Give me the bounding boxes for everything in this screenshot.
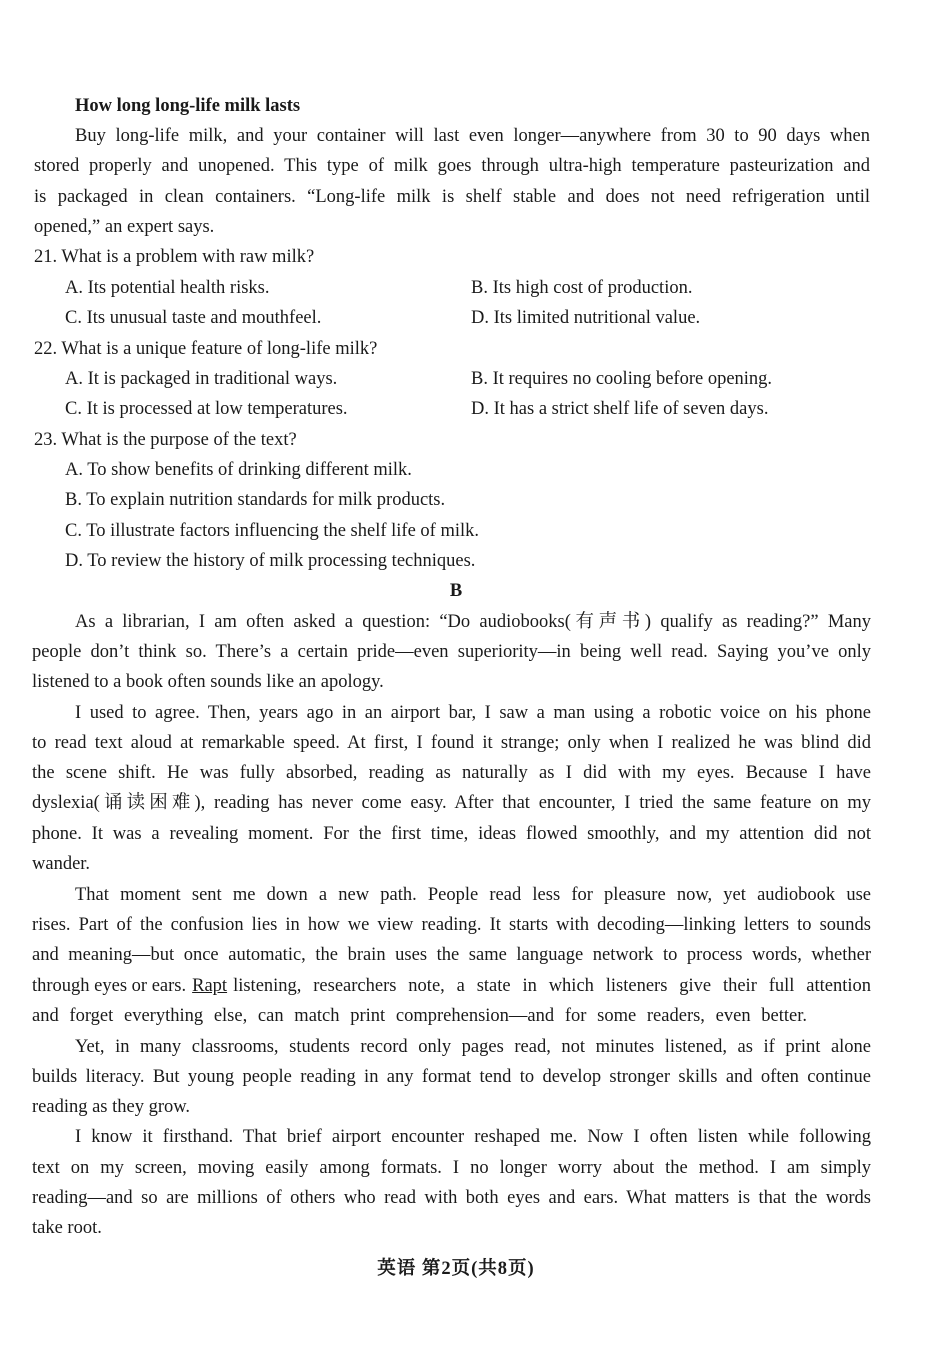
page-footer: 英语 第2页(共8页)	[377, 1259, 535, 1279]
section-heading: How long long-life milk lasts	[75, 96, 301, 116]
paragraph-line: and forget everything else, can match print comprehension—and for some readers, even better.	[32, 1006, 807, 1026]
paragraph-line: I used to agree. Then, years ago in an airport bar, I saw a man using a robotic voice on his phone	[75, 703, 871, 723]
paragraph-line: the scene shift. He was fully absorbed, reading as naturally as I did with my eyes. Because I have	[32, 763, 871, 783]
underlined-word: Rapt	[192, 976, 228, 996]
answer-option[interactable]: C. It is processed at low temperatures.	[65, 399, 348, 419]
paragraph-line-start: through eyes or ears.	[32, 976, 187, 996]
answer-option[interactable]: B. It requires no cooling before opening.	[471, 369, 773, 389]
answer-option[interactable]: A. To show benefits of drinking different milk.	[65, 460, 412, 480]
answer-option[interactable]: B. To explain nutrition standards for milk products.	[65, 490, 446, 510]
answer-option[interactable]: C. Its unusual taste and mouthfeel.	[65, 308, 322, 328]
paragraph-line: stored properly and unopened. This type of milk goes through ultra-high temperature pasteurization and	[34, 156, 870, 176]
paragraph-line	[32, 975, 871, 997]
question-stem: 21. What is a problem with raw milk?	[34, 247, 315, 267]
paragraph-line: That moment sent me down a new path. People read less for pleasure now, yet audiobook use	[75, 885, 871, 905]
section-label: B	[449, 581, 463, 601]
paragraph-line: opened,” an expert says.	[34, 217, 215, 237]
answer-option[interactable]: C. To illustrate factors influencing the shelf life of milk.	[65, 521, 480, 541]
paragraph-line: wander.	[32, 854, 91, 874]
paragraph-line: Buy long-life milk, and your container will last even longer—anywhere from 30 to 90 days when	[75, 126, 870, 146]
paragraph-line: As a librarian, I am often asked a question: “Do audiobooks(有声书) qualify as reading?” Many	[75, 612, 871, 632]
answer-option[interactable]: D. To review the history of milk processing techniques.	[65, 551, 476, 571]
answer-option[interactable]: A. It is packaged in traditional ways.	[65, 369, 338, 389]
paragraph-line: I know it firsthand. That brief airport encounter reshaped me. Now I often listen while following	[75, 1127, 871, 1147]
answer-option[interactable]: B. Its high cost of production.	[471, 278, 693, 298]
paragraph-line: rises. Part of the confusion lies in how we view reading. It starts with decoding—linking letters to sounds	[32, 915, 871, 935]
answer-option[interactable]: D. Its limited nutritional value.	[471, 308, 701, 328]
paragraph-line: text on my screen, moving easily among formats. I no longer worry about the method. I am simply	[32, 1158, 871, 1178]
paragraph-line: and meaning—but once automatic, the brain uses the same language network to process words, whether	[32, 945, 871, 965]
question-stem: 23. What is the purpose of the text?	[34, 430, 297, 450]
paragraph-line: reading—and so are millions of others who read with both eyes and ears. What matters is that the words	[32, 1188, 871, 1208]
paragraph-line: is packaged in clean containers. “Long-life milk is shelf stable and does not need refrigeration until	[34, 187, 870, 207]
paragraph-line: Yet, in many classrooms, students record only pages read, not minutes listened, as if print alone	[75, 1037, 871, 1057]
paragraph-line: dyslexia(诵读困难), reading has never come easy. After that encounter, I tried the same feature on my	[32, 793, 871, 813]
paragraph-line-end: listening, researchers note, a state in which listeners give their full attention	[233, 976, 871, 996]
paragraph-line: reading as they grow.	[32, 1097, 191, 1117]
paragraph-line: phone. It was a revealing moment. For the first time, ideas flowed smoothly, and my attention did not	[32, 824, 871, 844]
paragraph-line: to read text aloud at remarkable speed. At first, I found it strange; only when I realized he was blind did	[32, 733, 871, 753]
paragraph-line: people don’t think so. There’s a certain pride—even superiority—in being well read. Saying you’ve only	[32, 642, 871, 662]
paragraph-line: builds literacy. But young people reading in any format tend to develop stronger skills and often continue	[32, 1067, 871, 1087]
paragraph-line: listened to a book often sounds like an apology.	[32, 672, 384, 692]
paragraph-line: take root.	[32, 1218, 102, 1238]
question-stem: 22. What is a unique feature of long-life milk?	[34, 339, 378, 359]
answer-option[interactable]: D. It has a strict shelf life of seven days.	[471, 399, 769, 419]
answer-option[interactable]: A. Its potential health risks.	[65, 278, 270, 298]
